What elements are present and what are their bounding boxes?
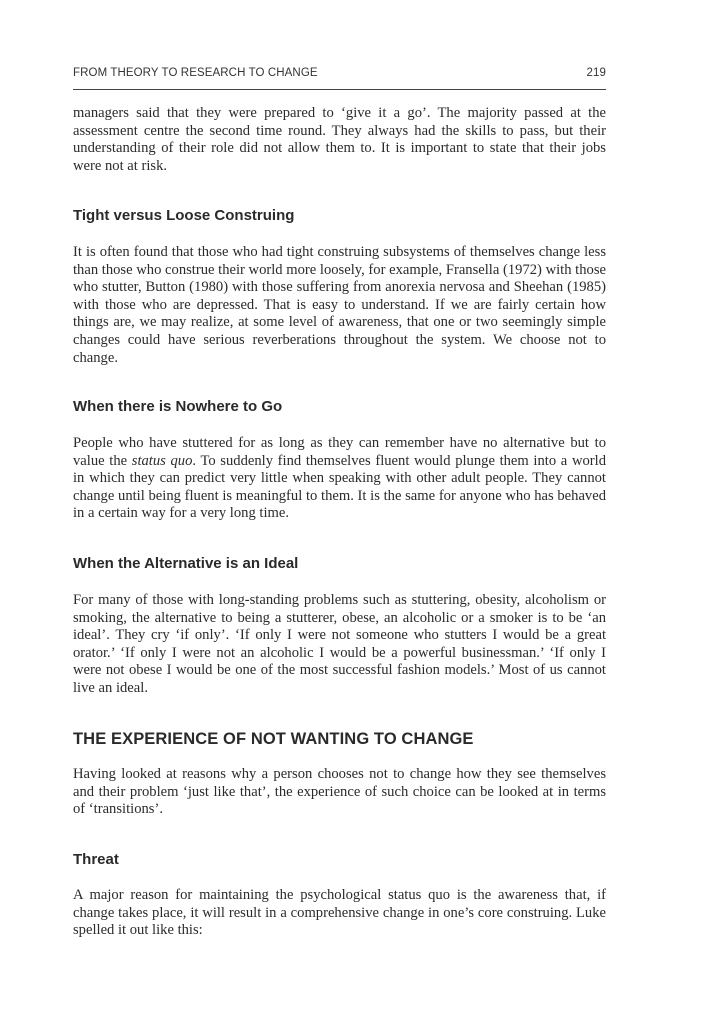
page-number: 219	[586, 67, 606, 79]
header-rule	[73, 89, 606, 90]
intro-paragraph: managers said that they were prepared to ‘give it a go’. The majority passed at the assessment centre the second time round. They always had the skills to pass, but their understanding of their role did not allow them to. It is important to state that their jobs were not at risk.	[73, 105, 606, 174]
tight-construing-paragraph: It is often found that those who had tight construing subsystems of themselves change less than those who construe their world more loosely, for example, Fransella (1972) with those who stutter, Button (1980) with those suffering from anorexia nervosa and Sheehan (1985) with those who are depressed. That is easy to understand. If we are fairly certain how things are, we may realize, at some level of awareness, that one or two seemingly simple changes could have serious reverberations throughout the system. We choose not to change.	[73, 244, 606, 366]
running-header	[73, 67, 606, 85]
running-title: FROM THEORY TO RESEARCH TO CHANGE	[73, 67, 318, 79]
nowhere-text-part-2: . To suddenly find themselves fluent would plunge them into a world in which they can predict very little when speaking with other adult people. They cannot change until being fluent is meaningful to them. It is the same for anyone who has behaved in a certain way for a very long time.	[73, 452, 606, 522]
status-quo-italic: status quo	[131, 452, 193, 469]
alternative-ideal-paragraph: For many of those with long-standing problems such as stuttering, obesity, alcoholism or smoking, the alternative to being a stutterer, obese, an alcoholic or a smoker is to be ‘an ideal’. They cry ‘if only’. ‘If only I were not someone who stutters I would be a great orator.’ ‘If only I were not an alcoholic I would be a powerful businessman.’ ‘If only I were not obese I would be one of the most successful fashion models.’ Most of us cannot live an ideal.	[73, 592, 606, 696]
heading-nowhere-to-go: When there is Nowhere to Go	[73, 398, 283, 415]
heading-tight-versus-loose: Tight versus Loose Construing	[73, 207, 295, 224]
nowhere-text-part-1: People who have stuttered for as long as they can remember have no alternative but to value the	[73, 435, 606, 469]
threat-paragraph: A major reason for maintaining the psychological status quo is the awareness that, if change takes place, it will result in a comprehensive change in one’s core construing. Luke spelled it out like this:	[73, 887, 606, 939]
heading-alternative-ideal: When the Alternative is an Ideal	[73, 555, 299, 572]
heading-experience-not-wanting-change: THE EXPERIENCE OF NOT WANTING TO CHANGE	[73, 730, 474, 748]
experience-paragraph: Having looked at reasons why a person chooses not to change how they see themselves and their problem ‘just like that’, the experience of such choice can be looked at in terms of ‘transitions’.	[73, 766, 606, 818]
nowhere-to-go-paragraph	[73, 435, 606, 523]
heading-threat: Threat	[73, 851, 119, 868]
